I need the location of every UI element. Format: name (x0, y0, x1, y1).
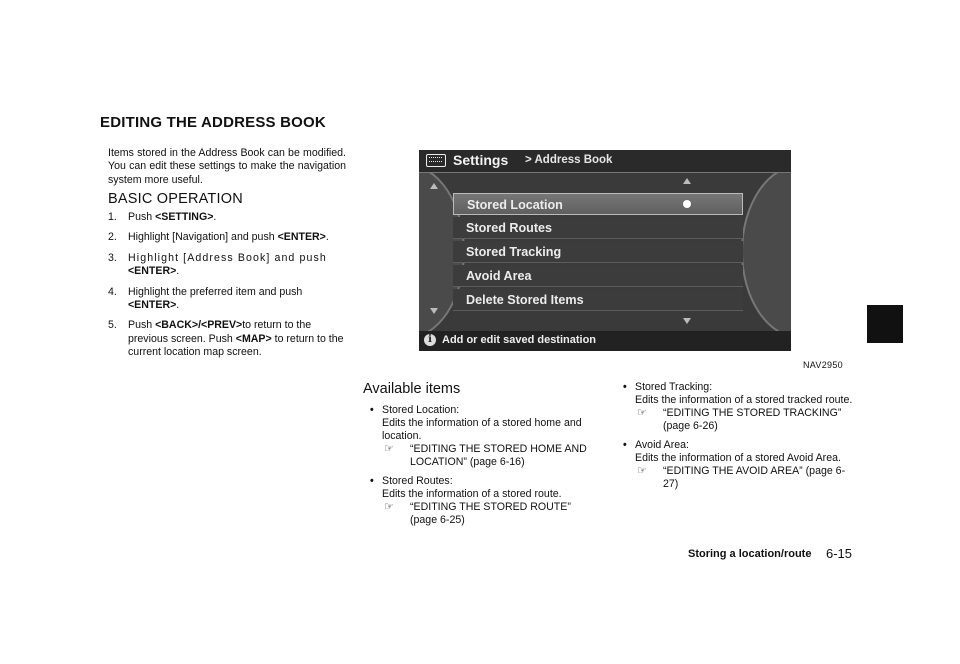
list-item: • Avoid Area: Edits the information of a stored Avoid Area. ☞ “EDITING THE AVOID AREA” (page 6-27) (621, 439, 857, 491)
menu-item-stored-routes[interactable]: Stored Routes (453, 217, 743, 239)
cross-reference: ☞ “EDITING THE AVOID AREA” (page 6-27) (637, 465, 846, 490)
list-item: • Stored Location: Edits the information of a stored home and location. ☞ “EDITING THE STORED HOME AND LOCATION” (page 6-16) (368, 404, 600, 469)
footer-help-text: Add or edit saved destination (442, 334, 597, 346)
pointing-hand-icon: ☞ (637, 465, 647, 477)
screen-title: Settings (453, 152, 509, 168)
scroll-up-arrow-icon[interactable] (683, 178, 691, 184)
menu-item-stored-tracking[interactable]: Stored Tracking (453, 241, 743, 263)
key-back-prev: <BACK>/<PREV> (155, 319, 243, 332)
available-items-left-column (368, 404, 600, 533)
nav-screen-figure (419, 150, 791, 351)
screen-header (419, 150, 791, 173)
step-1: 1. Push <SETTING>. (108, 211, 217, 223)
step-5: 5. Push <BACK>/<PREV>to return to the previous screen. Push <MAP> to return to the current location map screen. (108, 319, 344, 359)
cross-reference: ☞ “EDITING THE STORED TRACKING” (page 6-26) (637, 407, 842, 432)
basic-operation-heading: BASIC OPERATION (108, 191, 243, 207)
menu-item-avoid-area[interactable]: Avoid Area (453, 265, 743, 287)
available-items-heading: Available items (363, 381, 461, 397)
available-items-right-column (621, 381, 857, 497)
step-2: 2. Highlight [Navigation] and push <ENTER>. (108, 231, 329, 244)
menu-item-delete-stored-items[interactable]: Delete Stored Items (453, 289, 743, 311)
left-up-arrow-icon (430, 183, 438, 189)
step-3: 3. Highlight [Address Book] and push <ENTER>. (108, 251, 327, 278)
scrollbar-arc[interactable] (741, 164, 791, 339)
page-number: 6-15 (826, 546, 853, 561)
step-4: 4. Highlight the preferred item and push <ENTER>. (108, 285, 303, 312)
menu-item-stored-location[interactable]: Stored Location (453, 193, 743, 215)
info-icon: i (424, 334, 436, 346)
footer-section-title: Storing a location/route (688, 548, 812, 560)
scroll-down-arrow-icon[interactable] (683, 318, 691, 324)
keyboard-icon (426, 154, 446, 167)
key-enter: <ENTER> (128, 265, 177, 278)
key-enter: <ENTER> (128, 299, 177, 312)
list-item: • Stored Routes: Edits the information of a stored route. ☞ “EDITING THE STORED ROUTE” (page 6-25) (368, 475, 600, 527)
key-enter: <ENTER> (277, 231, 326, 244)
left-down-arrow-icon (430, 308, 438, 314)
screen-breadcrumb: > Address Book (525, 154, 613, 166)
key-setting: <SETTING> (155, 211, 214, 223)
cross-reference: ☞ “EDITING THE STORED ROUTE” (page 6-25) (384, 501, 571, 526)
pointing-hand-icon: ☞ (384, 443, 394, 455)
figure-code: NAV2950 (803, 360, 843, 370)
list-item: • Stored Tracking: Edits the information of a stored tracked route. ☞ “EDITING THE STORED TRACKING” (page 6-26) (621, 381, 857, 433)
section-heading: EDITING THE ADDRESS BOOK (100, 114, 326, 131)
steps-list (108, 211, 348, 367)
scroll-position-indicator (683, 200, 691, 208)
chapter-tab (867, 305, 903, 343)
pointing-hand-icon: ☞ (384, 501, 394, 513)
cross-reference: ☞ “EDITING THE STORED HOME AND LOCATION” (page 6-16) (384, 443, 587, 468)
screen-footer (419, 331, 791, 351)
key-map: <MAP> (235, 332, 272, 345)
pointing-hand-icon: ☞ (637, 407, 647, 419)
intro-paragraph: Items stored in the Address Book can be modified. You can edit these settings to make the navigation system more useful. (108, 147, 346, 186)
